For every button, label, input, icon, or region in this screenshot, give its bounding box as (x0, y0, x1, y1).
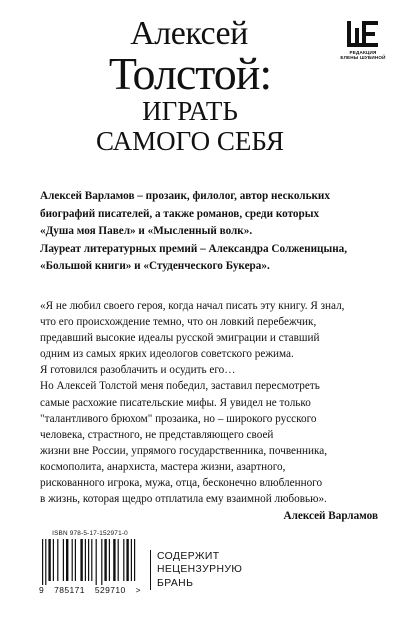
barcode-bar (53, 539, 54, 581)
quote-line: одним из самых ярких идеологов советского режима. (40, 348, 294, 361)
quote-line: человека, страстного, не представляющего своей (40, 428, 274, 441)
barcode-bar (113, 539, 115, 581)
barcode-digit-trail: > (135, 585, 141, 595)
barcode-bar (123, 539, 124, 581)
bio-line: Лауреат литературных премий – Александра Солженицына, (40, 242, 348, 255)
barcode-digit-lead: 9 (39, 585, 45, 595)
ae-monogram-icon (346, 20, 380, 48)
quote-line: "талантливого брюхом" прозаика, но – широкого русского (40, 412, 317, 425)
bio-line: Алексей Варламов – прозаик, филолог, автор нескольких (40, 190, 330, 202)
content-warning (150, 550, 242, 590)
barcode-bar (131, 539, 132, 581)
author-last-name: Толстой: (108, 48, 272, 99)
author-bio (40, 188, 380, 276)
barcode-bar (66, 539, 68, 581)
quote-line: «Я не любил своего героя, когда начал писать эту книгу. Я знал, (40, 300, 345, 312)
quote-line: жизни вне России, упрямого государственника, почвенника, (40, 444, 327, 457)
barcode-bar (75, 539, 76, 581)
warning-line-2: НЕЦЕНЗУРНУЮ (157, 564, 243, 576)
quote-line: космополита, анархиста, мастера жизни, азартного, (40, 460, 286, 473)
publisher-line-2: ЕЛЕНЫ ШУБИНОЙ (340, 55, 386, 61)
subtitle-line-2: САМОГО СЕБЯ (96, 126, 284, 156)
barcode-bar (80, 539, 82, 581)
barcode-bar (91, 539, 92, 581)
author-first-name: Алексей (130, 15, 248, 52)
warning-line-3: БРАНЬ (157, 577, 194, 589)
bio-line: «Душа моя Павел» и «Мысленный волк». (40, 225, 253, 238)
bio-line: «Большой книги» и «Студенческого Букера». (40, 260, 270, 273)
barcode-bar (57, 539, 58, 581)
quote-line: предавший высокие идеалы русской эмиграции и ставший (40, 332, 320, 345)
isbn-barcode (38, 530, 142, 600)
quote-line: рискованного игрока, мужа, отца, бесконечно влюбленного (40, 477, 323, 490)
barcode-bar (104, 539, 106, 581)
quote-line: что его происхождение темно, что он ловкий перебежчик, (40, 316, 317, 329)
barcode-bar (134, 539, 135, 581)
isbn-label: ISBN 978-5-17-152971-0 (52, 530, 128, 537)
barcode-bar (109, 539, 110, 581)
quote-line: в жизнь, которая щедро отплатила ему взаимной любовью». (40, 493, 327, 506)
barcode-bar (88, 539, 89, 581)
barcode-bars (38, 539, 142, 585)
subtitle-line-1: ИГРАТЬ (142, 96, 238, 126)
barcode-bar (48, 539, 50, 581)
barcode-bar (42, 539, 43, 585)
author-quote (40, 298, 380, 507)
publisher-logo (333, 20, 393, 61)
barcode-bar (45, 539, 46, 585)
barcode-bar (85, 539, 86, 581)
barcode-bar (72, 539, 73, 581)
quote-line: самые расхожие писательские мифы. Я увидел не только (40, 396, 311, 409)
barcode-bar (63, 539, 64, 581)
barcode-bar (126, 539, 128, 581)
quote-line: Я готовился разоблачить и осудить его… (40, 364, 236, 377)
quote-signature: Алексей Варламов (283, 510, 378, 522)
barcode-bar (118, 539, 119, 581)
barcode-bar (96, 539, 97, 585)
barcode-bar (101, 539, 102, 585)
bio-line: биографий писателей, а также романов, среди которых (40, 207, 320, 220)
warning-line-1: СОДЕРЖИТ (157, 551, 220, 562)
publisher-line-1: РЕДАКЦИЯ (349, 50, 377, 55)
quote-line: Но Алексей Толстой меня победил, заставил пересмотреть (40, 380, 320, 393)
barcode-digits (38, 585, 142, 595)
barcode-digit-group-1: 785171 (54, 585, 85, 595)
barcode-digit-group-2: 529710 (94, 585, 126, 595)
